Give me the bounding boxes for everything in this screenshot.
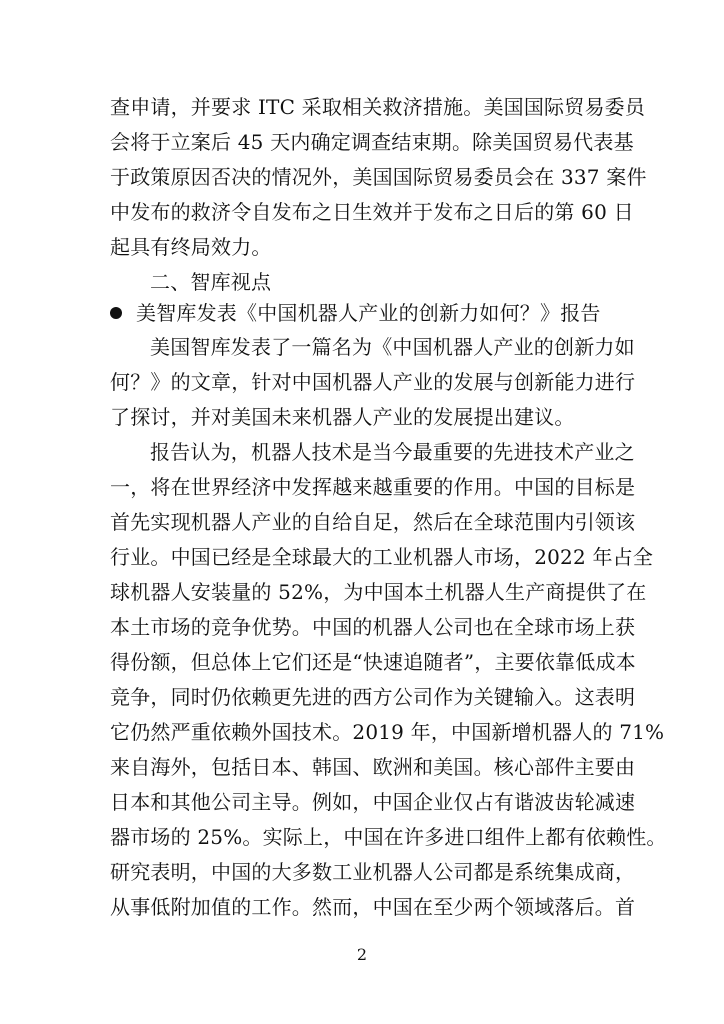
body-text-line: 中发布的救济令自发布之日生效并于发布之日后的第 60 日 [110,200,634,224]
body-text-line: 报告认为，机器人技术是当今最重要的先进技术产业之 [150,440,635,464]
body-text-line: 球机器人安装量的 52%，为中国本土机器人生产商提供了在 [110,580,647,604]
body-text-line: 研究表明，中国的大多数工业机器人公司都是系统集成商， [110,860,636,884]
body-text-line: 了探讨，并对美国未来机器人产业的发展提出建议。 [110,405,575,429]
body-text-line: 首先实现机器人产业的自给自足，然后在全球范围内引领该 [110,510,636,534]
body-text-line: 美国智库发表了一篇名为《中国机器人产业的创新力如 [150,335,635,359]
body-text-line: 从事低附加值的工作。然而，中国在至少两个领域落后。首 [110,895,636,919]
body-text-line: 日本和其他公司主导。例如，中国企业仅占有谐波齿轮减速 [110,790,636,814]
body-text-line: 它仍然严重依赖外国技术。2019 年，中国新增机器人的 71% [110,720,665,744]
body-text-line: 来自海外，包括日本、韩国、欧洲和美国。核心部件主要由 [110,755,636,779]
body-text-line: 起具有终局效力。 [110,235,272,259]
body-text-line: 查申请，并要求 ITC 采取相关救济措施。美国国际贸易委员 [110,95,646,119]
body-text-line: 竞争，同时仍依赖更先进的西方公司作为关键输入。这表明 [110,685,636,709]
body-text-line: 器市场的 25%。实际上，中国在许多进口组件上都有依赖性。 [110,825,667,849]
body-text-line: 于政策原因否决的情况外，美国国际贸易委员会在 337 案件 [110,165,647,189]
body-text-line: 何？》的文章，针对中国机器人产业的发展与创新能力进行 [110,370,636,394]
bullet-dot-icon [110,307,122,319]
page-number: 2 [356,945,368,964]
body-text-line: 得份额，但总体上它们还是“快速追随者”，主要依靠低成本 [110,650,636,674]
bullet-title: 美智库发表《中国机器人产业的创新力如何？》报告 [136,301,601,325]
body-text-line: 会将于立案后 45 天内确定调查结束期。除美国贸易代表基 [110,130,634,154]
body-text-line: 一，将在世界经济中发挥越来越重要的作用。中国的目标是 [110,475,636,499]
body-text-line: 本土市场的竞争优势。中国的机器人公司也在全球市场上获 [110,615,636,639]
body-text-line: 行业。中国已经是全球最大的工业机器人市场，2022 年占全 [110,545,654,569]
section-heading: 二、智库视点 [150,270,272,294]
